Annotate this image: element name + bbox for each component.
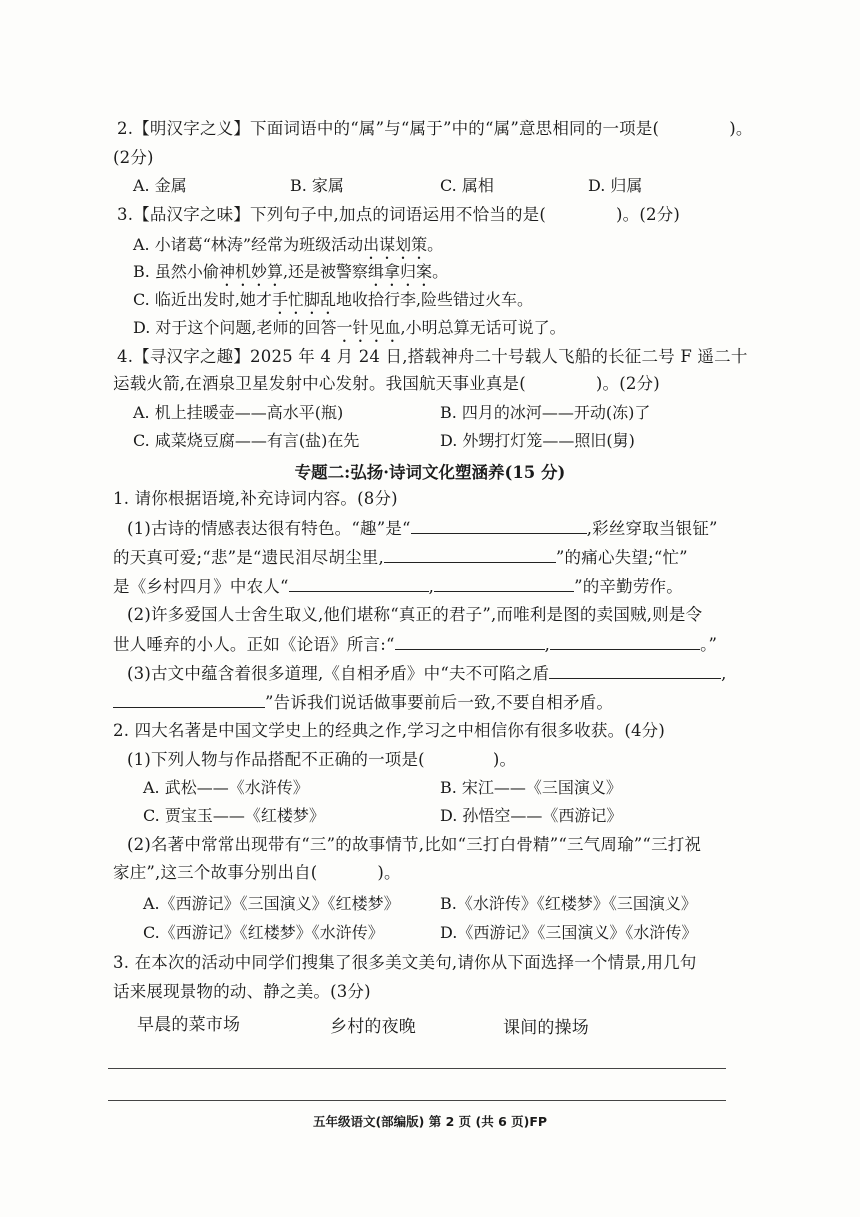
- p1-s1-line2: 的天真可爱;“悲”是“遗民泪尽胡尘里, ”的痛心失望;“忙”: [113, 548, 688, 567]
- answer-blank[interactable]: [395, 633, 545, 650]
- q3-option-b: B. 虽然小偷神机妙算,还是被警察缉拿归案。: [133, 262, 449, 281]
- p2-s2-option-c: C.《西游记》《红楼梦》《水浒传》: [143, 923, 384, 942]
- p1-s2-line2: 世人唾弃的小人。正如《论语》所言:“ , 。”: [113, 635, 718, 654]
- answer-blank[interactable]: [549, 662, 721, 679]
- scene-option-3: 课间的操场: [503, 1018, 589, 1038]
- q3-option-a: A. 小诸葛“林涛”经常为班级活动出谋划策。: [133, 235, 444, 254]
- dotted-phrase: 出谋划策: [363, 235, 428, 254]
- p1-s2-line1: (2)许多爱国人士舍生取义,他们堪称“真正的君子”,而唯利是图的卖国贼,则是令: [127, 605, 703, 624]
- p1-s1-line3: 是《乡村四月》中农人“ , ”的辛勤劳作。: [113, 577, 683, 596]
- q3-option-c: C. 临近出发时,她才手忙脚乱地收拾行李,险些错过火车。: [133, 290, 534, 309]
- q4-option-d: D. 外甥打灯笼——照旧(舅): [440, 431, 635, 450]
- p1-stem: 1. 请你根据语境,补充诗词内容。(8分): [113, 489, 398, 508]
- p2-s2-line1: (2)名著中常常出现带有“三”的故事情节,比如“三打白骨精”“三气周瑜”“三打祝: [127, 835, 702, 854]
- p2-s2-option-b: B.《水浒传》《红楼梦》《三国演义》: [440, 894, 697, 913]
- q2-option-d: D. 归属: [588, 176, 643, 195]
- dotted-phrase: 手忙脚乱: [271, 290, 336, 309]
- answer-blank[interactable]: [411, 517, 587, 534]
- q2-option-b: B. 家属: [290, 176, 344, 195]
- answer-blank[interactable]: [434, 575, 574, 592]
- answer-blank[interactable]: [289, 575, 429, 592]
- answer-blank[interactable]: [550, 633, 700, 650]
- dotted-phrase: 缉拿归案: [368, 262, 433, 281]
- p2-s2-option-a: A.《西游记》《三国演义》《红楼梦》: [143, 894, 400, 913]
- p2-s2-line2: 家庄”,这三个故事分别出自( )。: [113, 863, 401, 882]
- p2-stem: 2. 四大名著是中国文学史上的经典之作,学习之中相信你有很多收获。(4分): [113, 721, 666, 740]
- answer-blank[interactable]: [113, 691, 265, 708]
- q4-option-a: A. 机上挂暖壶——高水平(瓶): [133, 403, 344, 422]
- q3-stem: 3.【品汉字之味】下列句子中,加点的词语运用不恰当的是( )。(2分): [117, 205, 681, 224]
- p1-s1-line1: (1)古诗的情感表达很有特色。“趣”是“ ,彩丝穿取当银钲”: [127, 519, 718, 538]
- answer-line[interactable]: [108, 1068, 726, 1069]
- q2-option-c: C. 属相: [440, 176, 494, 195]
- dotted-phrase: 神机妙算: [218, 262, 283, 281]
- p2-s2-option-d: D.《西游记》《三国演义》《水浒传》: [440, 923, 698, 942]
- q2-option-a: A. 金属: [133, 176, 187, 195]
- answer-line[interactable]: [108, 1100, 726, 1101]
- scene-option-2: 乡村的夜晚: [330, 1017, 416, 1037]
- p2-s1-option-b: B. 宋江——《三国演义》: [440, 778, 622, 797]
- p2-s1-option-c: C. 贾宝玉——《红楼梦》: [143, 806, 325, 825]
- page-footer: 五年级语文(部编版) 第 2 页 (共 6 页)FP: [312, 1114, 548, 1129]
- p1-s3-line1: (3)古文中蕴含着很多道理,《自相矛盾》中“夫不可陷之盾 ,: [127, 664, 727, 683]
- q4-option-b: B. 四月的冰河——开动(冻)了: [440, 403, 651, 422]
- answer-blank[interactable]: [384, 546, 556, 563]
- p2-s1-option-d: D. 孙悟空——《西游记》: [440, 806, 623, 825]
- q3-option-d: D. 对于这个问题,老师的回答一针见血,小明总算无话可说了。: [133, 318, 566, 337]
- section-title: 专题二:弘扬·诗词文化塑涵养(15 分): [294, 463, 566, 482]
- p2-s1-stem: (1)下列人物与作品搭配不正确的一项是( )。: [127, 750, 517, 769]
- q2-points: (2分): [113, 148, 154, 167]
- scene-option-1: 早晨的菜市场: [137, 1015, 241, 1035]
- q4-stem-line1: 4.【寻汉字之趣】2025 年 4 月 24 日,搭载神舟二十号载人飞船的长征二号 F 遥二十: [117, 347, 748, 366]
- p3-line1: 3. 在本次的活动中同学们搜集了很多美文美句,请你从下面选择一个情景,用几句: [113, 953, 697, 972]
- p1-s3-line2: ”告诉我们说话做事要前后一致,不要自相矛盾。: [113, 691, 613, 714]
- q2-stem: 2.【明汉字之义】下面词语中的“属”与“属于”中的“属”意思相同的一项是( )。: [117, 119, 753, 138]
- p2-s1-option-a: A. 武松——《水浒传》: [143, 778, 309, 797]
- q4-stem-line2: 运载火箭,在酒泉卫星发射中心发射。我国航天事业真是( )。(2分): [113, 374, 660, 393]
- dotted-phrase: 一针见血: [336, 318, 401, 337]
- q4-option-c: C. 咸菜烧豆腐——有言(盐)在先: [133, 431, 360, 450]
- p3-line2: 话来展现景物的动、静之美。(3分): [113, 982, 371, 1001]
